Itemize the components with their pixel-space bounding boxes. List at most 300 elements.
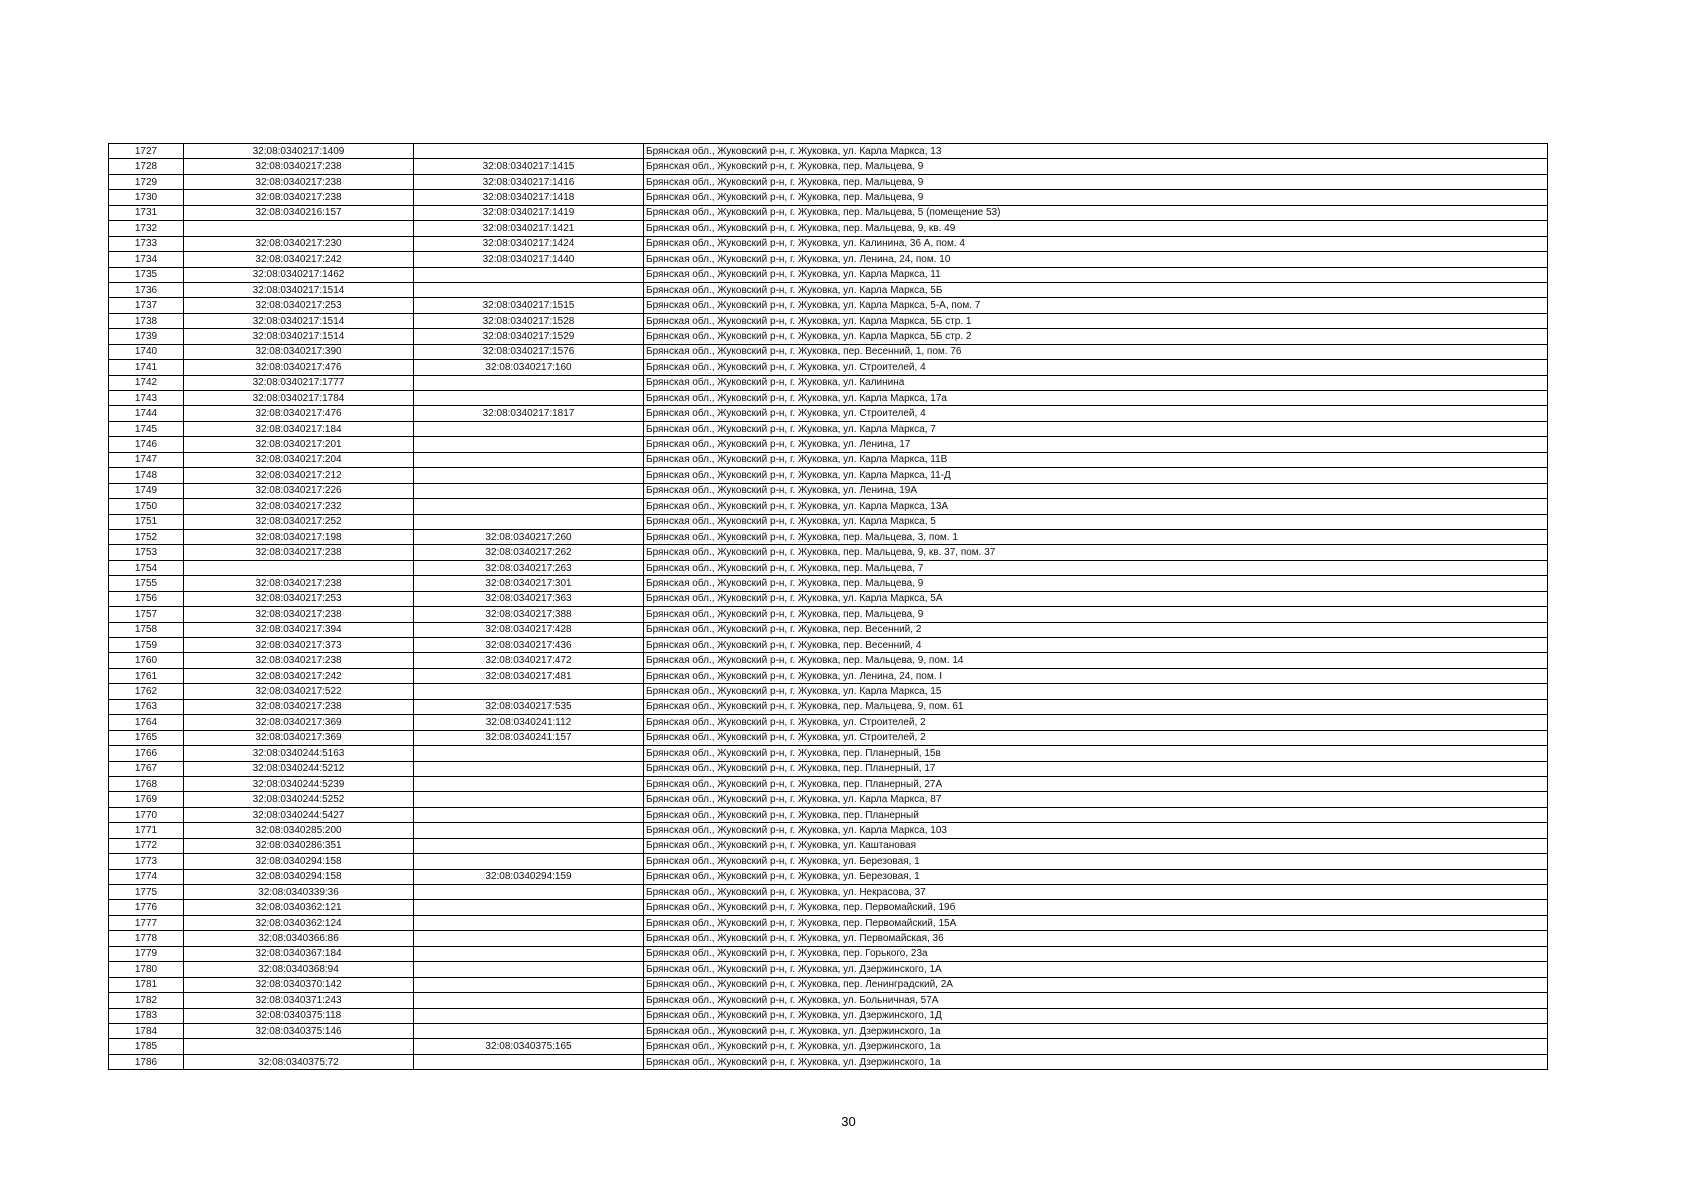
cadastral-number-cell: 32:08:0340217:1462	[184, 267, 414, 282]
cadastral-number-cell: 32:08:0340217:253	[184, 591, 414, 606]
related-cadastral-number-cell	[414, 776, 644, 791]
row-number-cell: 1750	[109, 499, 184, 514]
table-row	[109, 437, 1548, 452]
related-cadastral-number-cell: 32:08:0340217:260	[414, 529, 644, 544]
related-cadastral-number-cell: 32:08:0340217:1424	[414, 236, 644, 251]
table-row	[109, 313, 1548, 328]
table-row	[109, 529, 1548, 544]
address-cell: Брянская обл., Жуковский р-н, г. Жуковка, ул. Ленина, 17	[644, 437, 1548, 452]
cadastral-number-cell	[184, 221, 414, 236]
table-row	[109, 468, 1548, 483]
address-cell: Брянская обл., Жуковский р-н, г. Жуковка, ул. Ленина, 19А	[644, 483, 1548, 498]
cadastral-number-cell: 32:08:0340217:232	[184, 499, 414, 514]
cadastral-number-cell: 32:08:0340217:242	[184, 252, 414, 267]
table-row	[109, 360, 1548, 375]
row-number-cell: 1739	[109, 329, 184, 344]
table-row	[109, 869, 1548, 884]
related-cadastral-number-cell: 32:08:0340217:481	[414, 668, 644, 683]
related-cadastral-number-cell	[414, 854, 644, 869]
cadastral-number-cell: 32:08:0340217:238	[184, 576, 414, 591]
cadastral-number-cell: 32:08:0340375:118	[184, 1008, 414, 1023]
address-cell: Брянская обл., Жуковский р-н, г. Жуковка, ул. Строителей, 4	[644, 406, 1548, 421]
related-cadastral-number-cell	[414, 792, 644, 807]
address-cell: Брянская обл., Жуковский р-н, г. Жуковка, ул. Карла Маркса, 11-Д	[644, 468, 1548, 483]
cadastral-number-cell: 32:08:0340367:184	[184, 946, 414, 961]
cadastral-number-cell: 32:08:0340217:238	[184, 653, 414, 668]
address-cell: Брянская обл., Жуковский р-н, г. Жуковка, ул. Ленина, 24, пом. 10	[644, 252, 1548, 267]
related-cadastral-number-cell	[414, 761, 644, 776]
table-row	[109, 977, 1548, 992]
related-cadastral-number-cell: 32:08:0340375:165	[414, 1039, 644, 1054]
table-row	[109, 298, 1548, 313]
cadastral-number-cell: 32:08:0340370:142	[184, 977, 414, 992]
row-number-cell: 1770	[109, 807, 184, 822]
cadastral-number-cell: 32:08:0340217:226	[184, 483, 414, 498]
cadastral-number-cell: 32:08:0340285:200	[184, 823, 414, 838]
cadastral-number-cell: 32:08:0340217:204	[184, 452, 414, 467]
table-row	[109, 1039, 1548, 1054]
row-number-cell: 1771	[109, 823, 184, 838]
related-cadastral-number-cell	[414, 437, 644, 452]
cadastral-number-cell: 32:08:0340217:198	[184, 529, 414, 544]
cadastral-number-cell: 32:08:0340217:390	[184, 344, 414, 359]
address-cell: Брянская обл., Жуковский р-н, г. Жуковка, ул. Каштановая	[644, 838, 1548, 853]
cadastral-number-cell: 32:08:0340286:351	[184, 838, 414, 853]
address-cell: Брянская обл., Жуковский р-н, г. Жуковка, пер. Весенний, 2	[644, 622, 1548, 637]
address-cell: Брянская обл., Жуковский р-н, г. Жуковка, пер. Мальцева, 9, кв. 37, пом. 37	[644, 545, 1548, 560]
row-number-cell: 1743	[109, 391, 184, 406]
related-cadastral-number-cell: 32:08:0340217:1418	[414, 190, 644, 205]
table-row	[109, 221, 1548, 236]
address-cell: Брянская обл., Жуковский р-н, г. Жуковка, ул. Карла Маркса, 5	[644, 514, 1548, 529]
related-cadastral-number-cell	[414, 1008, 644, 1023]
table-row	[109, 391, 1548, 406]
row-number-cell: 1753	[109, 545, 184, 560]
address-cell: Брянская обл., Жуковский р-н, г. Жуковка, ул. Первомайская, 36	[644, 931, 1548, 946]
cadastral-number-cell: 32:08:0340244:5163	[184, 746, 414, 761]
row-number-cell: 1775	[109, 885, 184, 900]
cadastral-number-cell: 32:08:0340217:238	[184, 190, 414, 205]
related-cadastral-number-cell: 32:08:0340217:1421	[414, 221, 644, 236]
cadastral-number-cell: 32:08:0340217:238	[184, 174, 414, 189]
row-number-cell: 1746	[109, 437, 184, 452]
row-number-cell: 1751	[109, 514, 184, 529]
related-cadastral-number-cell	[414, 514, 644, 529]
table-row	[109, 282, 1548, 297]
table-row	[109, 761, 1548, 776]
table-row	[109, 807, 1548, 822]
related-cadastral-number-cell: 32:08:0340217:363	[414, 591, 644, 606]
address-cell: Брянская обл., Жуковский р-н, г. Жуковка, пер. Планерный	[644, 807, 1548, 822]
row-number-cell: 1785	[109, 1039, 184, 1054]
related-cadastral-number-cell	[414, 977, 644, 992]
cadastral-number-cell: 32:08:0340217:369	[184, 715, 414, 730]
row-number-cell: 1768	[109, 776, 184, 791]
address-cell: Брянская обл., Жуковский р-н, г. Жуковка, ул. Карла Маркса, 5Б стр. 2	[644, 329, 1548, 344]
address-cell: Брянская обл., Жуковский р-н, г. Жуковка, ул. Дзержинского, 1а	[644, 1054, 1548, 1069]
address-cell: Брянская обл., Жуковский р-н, г. Жуковка, пер. Мальцева, 3, пом. 1	[644, 529, 1548, 544]
cadastral-number-cell: 32:08:0340244:5252	[184, 792, 414, 807]
related-cadastral-number-cell	[414, 900, 644, 915]
table-row	[109, 545, 1548, 560]
table-row	[109, 684, 1548, 699]
address-cell: Брянская обл., Жуковский р-н, г. Жуковка, пер. Мальцева, 9	[644, 159, 1548, 174]
related-cadastral-number-cell	[414, 452, 644, 467]
address-cell: Брянская обл., Жуковский р-н, г. Жуковка, пер. Мальцева, 9, кв. 49	[644, 221, 1548, 236]
row-number-cell: 1774	[109, 869, 184, 884]
table-row	[109, 730, 1548, 745]
table-row	[109, 792, 1548, 807]
table-row	[109, 946, 1548, 961]
cadastral-number-cell: 32:08:0340368:94	[184, 962, 414, 977]
row-number-cell: 1734	[109, 252, 184, 267]
address-cell: Брянская обл., Жуковский р-н, г. Жуковка, ул. Некрасова, 37	[644, 885, 1548, 900]
cadastral-number-cell: 32:08:0340217:476	[184, 360, 414, 375]
related-cadastral-number-cell	[414, 746, 644, 761]
table-row	[109, 699, 1548, 714]
related-cadastral-number-cell: 32:08:0340217:1440	[414, 252, 644, 267]
address-cell: Брянская обл., Жуковский р-н, г. Жуковка, ул. Карла Маркса, 11В	[644, 452, 1548, 467]
row-number-cell: 1756	[109, 591, 184, 606]
cadastral-number-cell: 32:08:0340217:212	[184, 468, 414, 483]
address-cell: Брянская обл., Жуковский р-н, г. Жуковка, ул. Дзержинского, 1а	[644, 1023, 1548, 1038]
row-number-cell: 1769	[109, 792, 184, 807]
address-cell: Брянская обл., Жуковский р-н, г. Жуковка, ул. Дзержинского, 1А	[644, 962, 1548, 977]
related-cadastral-number-cell	[414, 421, 644, 436]
related-cadastral-number-cell	[414, 993, 644, 1008]
address-cell: Брянская обл., Жуковский р-н, г. Жуковка, ул. Карла Маркса, 5Б стр. 1	[644, 313, 1548, 328]
table-row	[109, 514, 1548, 529]
related-cadastral-number-cell	[414, 282, 644, 297]
row-number-cell: 1738	[109, 313, 184, 328]
page-number: 30	[841, 1114, 856, 1129]
address-cell: Брянская обл., Жуковский р-н, г. Жуковка, ул. Карла Маркса, 11	[644, 267, 1548, 282]
address-cell: Брянская обл., Жуковский р-н, г. Жуковка, ул. Карла Маркса, 87	[644, 792, 1548, 807]
cadastral-number-cell: 32:08:0340217:522	[184, 684, 414, 699]
address-cell: Брянская обл., Жуковский р-н, г. Жуковка, пер. Мальцева, 7	[644, 560, 1548, 575]
row-number-cell: 1745	[109, 421, 184, 436]
row-number-cell: 1777	[109, 915, 184, 930]
table-row	[109, 668, 1548, 683]
cadastral-number-cell: 32:08:0340294:158	[184, 854, 414, 869]
related-cadastral-number-cell	[414, 391, 644, 406]
related-cadastral-number-cell	[414, 267, 644, 282]
cadastral-number-cell: 32:08:0340216:157	[184, 205, 414, 220]
related-cadastral-number-cell	[414, 823, 644, 838]
address-cell: Брянская обл., Жуковский р-н, г. Жуковка, пер. Планерный, 27А	[644, 776, 1548, 791]
cadastral-number-cell: 32:08:0340217:1409	[184, 144, 414, 159]
address-cell: Брянская обл., Жуковский р-н, г. Жуковка, пер. Мальцева, 9, пом. 61	[644, 699, 1548, 714]
row-number-cell: 1759	[109, 638, 184, 653]
cadastral-number-cell: 32:08:0340244:5427	[184, 807, 414, 822]
related-cadastral-number-cell: 32:08:0340217:1529	[414, 329, 644, 344]
related-cadastral-number-cell: 32:08:0340241:157	[414, 730, 644, 745]
registry-table	[108, 143, 1548, 1070]
row-number-cell: 1760	[109, 653, 184, 668]
address-cell: Брянская обл., Жуковский р-н, г. Жуковка, пер. Первомайский, 15А	[644, 915, 1548, 930]
table-row	[109, 715, 1548, 730]
table-row	[109, 823, 1548, 838]
related-cadastral-number-cell: 32:08:0340217:1415	[414, 159, 644, 174]
related-cadastral-number-cell: 32:08:0340217:1416	[414, 174, 644, 189]
cadastral-number-cell: 32:08:0340217:369	[184, 730, 414, 745]
address-cell: Брянская обл., Жуковский р-н, г. Жуковка, ул. Карла Маркса, 7	[644, 421, 1548, 436]
table-row	[109, 931, 1548, 946]
cadastral-number-cell: 32:08:0340375:146	[184, 1023, 414, 1038]
row-number-cell: 1747	[109, 452, 184, 467]
table-row	[109, 560, 1548, 575]
row-number-cell: 1741	[109, 360, 184, 375]
row-number-cell: 1773	[109, 854, 184, 869]
address-cell: Брянская обл., Жуковский р-н, г. Жуковка, пер. Мальцева, 9	[644, 190, 1548, 205]
row-number-cell: 1786	[109, 1054, 184, 1069]
row-number-cell: 1740	[109, 344, 184, 359]
cadastral-number-cell: 32:08:0340217:238	[184, 699, 414, 714]
cadastral-number-cell: 32:08:0340217:1514	[184, 313, 414, 328]
cadastral-number-cell: 32:08:0340217:394	[184, 622, 414, 637]
cadastral-number-cell: 32:08:0340217:242	[184, 668, 414, 683]
row-number-cell: 1728	[109, 159, 184, 174]
table-row	[109, 576, 1548, 591]
row-number-cell: 1767	[109, 761, 184, 776]
address-cell: Брянская обл., Жуковский р-н, г. Жуковка, ул. Строителей, 4	[644, 360, 1548, 375]
cadastral-number-cell: 32:08:0340217:373	[184, 638, 414, 653]
address-cell: Брянская обл., Жуковский р-н, г. Жуковка, пер. Мальцева, 5 (помещение 53)	[644, 205, 1548, 220]
table-row	[109, 190, 1548, 205]
cadastral-number-cell: 32:08:0340217:1784	[184, 391, 414, 406]
row-number-cell: 1730	[109, 190, 184, 205]
row-number-cell: 1781	[109, 977, 184, 992]
row-number-cell: 1783	[109, 1008, 184, 1023]
cadastral-number-cell: 32:08:0340217:184	[184, 421, 414, 436]
row-number-cell: 1763	[109, 699, 184, 714]
related-cadastral-number-cell	[414, 375, 644, 390]
row-number-cell: 1755	[109, 576, 184, 591]
address-cell: Брянская обл., Жуковский р-н, г. Жуковка, ул. Карла Маркса, 5Б	[644, 282, 1548, 297]
address-cell: Брянская обл., Жуковский р-н, г. Жуковка, ул. Карла Маркса, 17а	[644, 391, 1548, 406]
address-cell: Брянская обл., Жуковский р-н, г. Жуковка, ул. Калинина	[644, 375, 1548, 390]
table-row	[109, 483, 1548, 498]
related-cadastral-number-cell	[414, 483, 644, 498]
address-cell: Брянская обл., Жуковский р-н, г. Жуковка, ул. Карла Маркса, 5-А, пом. 7	[644, 298, 1548, 313]
row-number-cell: 1766	[109, 746, 184, 761]
table-row	[109, 344, 1548, 359]
row-number-cell: 1733	[109, 236, 184, 251]
address-cell: Брянская обл., Жуковский р-н, г. Жуковка, пер. Первомайский, 19б	[644, 900, 1548, 915]
cadastral-number-cell: 32:08:0340217:238	[184, 545, 414, 560]
address-cell: Брянская обл., Жуковский р-н, г. Жуковка, ул. Карла Маркса, 13А	[644, 499, 1548, 514]
related-cadastral-number-cell: 32:08:0340217:262	[414, 545, 644, 560]
row-number-cell: 1727	[109, 144, 184, 159]
related-cadastral-number-cell	[414, 684, 644, 699]
table-row	[109, 607, 1548, 622]
address-cell: Брянская обл., Жуковский р-н, г. Жуковка, ул. Дзержинского, 1Д	[644, 1008, 1548, 1023]
address-cell: Брянская обл., Жуковский р-н, г. Жуковка, ул. Березовая, 1	[644, 854, 1548, 869]
cadastral-number-cell: 32:08:0340217:1514	[184, 329, 414, 344]
related-cadastral-number-cell: 32:08:0340217:428	[414, 622, 644, 637]
cadastral-number-cell: 32:08:0340217:201	[184, 437, 414, 452]
row-number-cell: 1761	[109, 668, 184, 683]
address-cell: Брянская обл., Жуковский р-н, г. Жуковка, пер. Мальцева, 9, пом. 14	[644, 653, 1548, 668]
related-cadastral-number-cell: 32:08:0340241:112	[414, 715, 644, 730]
registry-table-body	[109, 144, 1548, 1070]
table-row	[109, 174, 1548, 189]
cadastral-number-cell: 32:08:0340362:121	[184, 900, 414, 915]
related-cadastral-number-cell	[414, 144, 644, 159]
table-row	[109, 1008, 1548, 1023]
related-cadastral-number-cell: 32:08:0340217:301	[414, 576, 644, 591]
related-cadastral-number-cell: 32:08:0340217:263	[414, 560, 644, 575]
address-cell: Брянская обл., Жуковский р-н, г. Жуковка, ул. Дзержинского, 1а	[644, 1039, 1548, 1054]
related-cadastral-number-cell: 32:08:0340217:1576	[414, 344, 644, 359]
related-cadastral-number-cell	[414, 962, 644, 977]
cadastral-number-cell: 32:08:0340294:158	[184, 869, 414, 884]
related-cadastral-number-cell: 32:08:0340217:535	[414, 699, 644, 714]
table-row	[109, 499, 1548, 514]
table-row	[109, 452, 1548, 467]
row-number-cell: 1732	[109, 221, 184, 236]
address-cell: Брянская обл., Жуковский р-н, г. Жуковка, ул. Карла Маркса, 5А	[644, 591, 1548, 606]
row-number-cell: 1765	[109, 730, 184, 745]
row-number-cell: 1762	[109, 684, 184, 699]
table-row	[109, 746, 1548, 761]
table-row	[109, 205, 1548, 220]
cadastral-number-cell: 32:08:0340217:253	[184, 298, 414, 313]
row-number-cell: 1748	[109, 468, 184, 483]
address-cell: Брянская обл., Жуковский р-н, г. Жуковка, пер. Ленинградский, 2А	[644, 977, 1548, 992]
cadastral-number-cell	[184, 560, 414, 575]
row-number-cell: 1744	[109, 406, 184, 421]
address-cell: Брянская обл., Жуковский р-н, г. Жуковка, пер. Мальцева, 9	[644, 576, 1548, 591]
table-row	[109, 421, 1548, 436]
table-row	[109, 885, 1548, 900]
address-cell: Брянская обл., Жуковский р-н, г. Жуковка, пер. Горького, 23а	[644, 946, 1548, 961]
table-row	[109, 993, 1548, 1008]
related-cadastral-number-cell	[414, 499, 644, 514]
cadastral-number-cell: 32:08:0340371:243	[184, 993, 414, 1008]
row-number-cell: 1780	[109, 962, 184, 977]
row-number-cell: 1776	[109, 900, 184, 915]
row-number-cell: 1752	[109, 529, 184, 544]
related-cadastral-number-cell: 32:08:0340217:436	[414, 638, 644, 653]
related-cadastral-number-cell: 32:08:0340217:388	[414, 607, 644, 622]
table-row	[109, 236, 1548, 251]
cadastral-number-cell: 32:08:0340217:230	[184, 236, 414, 251]
address-cell: Брянская обл., Жуковский р-н, г. Жуковка, ул. Карла Маркса, 15	[644, 684, 1548, 699]
cadastral-number-cell: 32:08:0340375:72	[184, 1054, 414, 1069]
row-number-cell: 1742	[109, 375, 184, 390]
address-cell: Брянская обл., Жуковский р-н, г. Жуковка, ул. Карла Маркса, 13	[644, 144, 1548, 159]
address-cell: Брянская обл., Жуковский р-н, г. Жуковка, ул. Строителей, 2	[644, 730, 1548, 745]
address-cell: Брянская обл., Жуковский р-н, г. Жуковка, пер. Весенний, 1, пом. 76	[644, 344, 1548, 359]
row-number-cell: 1764	[109, 715, 184, 730]
related-cadastral-number-cell: 32:08:0340217:1515	[414, 298, 644, 313]
table-row	[109, 622, 1548, 637]
table-row	[109, 854, 1548, 869]
row-number-cell: 1736	[109, 282, 184, 297]
address-cell: Брянская обл., Жуковский р-н, г. Жуковка, ул. Больничная, 57А	[644, 993, 1548, 1008]
related-cadastral-number-cell	[414, 1023, 644, 1038]
address-cell: Брянская обл., Жуковский р-н, г. Жуковка, ул. Ленина, 24, пом. I	[644, 668, 1548, 683]
row-number-cell: 1758	[109, 622, 184, 637]
cadastral-number-cell: 32:08:0340217:252	[184, 514, 414, 529]
cadastral-number-cell: 32:08:0340366:86	[184, 931, 414, 946]
address-cell: Брянская обл., Жуковский р-н, г. Жуковка, пер. Мальцева, 9	[644, 607, 1548, 622]
row-number-cell: 1737	[109, 298, 184, 313]
table-row	[109, 144, 1548, 159]
related-cadastral-number-cell: 32:08:0340217:1817	[414, 406, 644, 421]
table-row	[109, 915, 1548, 930]
table-row	[109, 776, 1548, 791]
row-number-cell: 1779	[109, 946, 184, 961]
related-cadastral-number-cell	[414, 807, 644, 822]
cadastral-number-cell: 32:08:0340244:5239	[184, 776, 414, 791]
row-number-cell: 1735	[109, 267, 184, 282]
cadastral-number-cell: 32:08:0340217:238	[184, 159, 414, 174]
address-cell: Брянская обл., Жуковский р-н, г. Жуковка, пер. Планерный, 15в	[644, 746, 1548, 761]
row-number-cell: 1782	[109, 993, 184, 1008]
related-cadastral-number-cell: 32:08:0340217:472	[414, 653, 644, 668]
table-row	[109, 252, 1548, 267]
row-number-cell: 1784	[109, 1023, 184, 1038]
row-number-cell: 1749	[109, 483, 184, 498]
related-cadastral-number-cell: 32:08:0340217:160	[414, 360, 644, 375]
cadastral-number-cell	[184, 1039, 414, 1054]
related-cadastral-number-cell	[414, 915, 644, 930]
table-row	[109, 267, 1548, 282]
row-number-cell: 1731	[109, 205, 184, 220]
table-row	[109, 159, 1548, 174]
related-cadastral-number-cell	[414, 838, 644, 853]
related-cadastral-number-cell: 32:08:0340217:1528	[414, 313, 644, 328]
table-row	[109, 406, 1548, 421]
table-row	[109, 900, 1548, 915]
table-row	[109, 1023, 1548, 1038]
table-row	[109, 838, 1548, 853]
address-cell: Брянская обл., Жуковский р-н, г. Жуковка, ул. Строителей, 2	[644, 715, 1548, 730]
cadastral-number-cell: 32:08:0340217:1514	[184, 282, 414, 297]
table-row	[109, 653, 1548, 668]
table-row	[109, 1054, 1548, 1069]
row-number-cell: 1778	[109, 931, 184, 946]
related-cadastral-number-cell	[414, 946, 644, 961]
table-row	[109, 329, 1548, 344]
address-cell: Брянская обл., Жуковский р-н, г. Жуковка, ул. Березовая, 1	[644, 869, 1548, 884]
cadastral-number-cell: 32:08:0340244:5212	[184, 761, 414, 776]
table-row	[109, 591, 1548, 606]
related-cadastral-number-cell	[414, 931, 644, 946]
row-number-cell: 1729	[109, 174, 184, 189]
address-cell: Брянская обл., Жуковский р-н, г. Жуковка, пер. Планерный, 17	[644, 761, 1548, 776]
address-cell: Брянская обл., Жуковский р-н, г. Жуковка, ул. Калинина, 36 А, пом. 4	[644, 236, 1548, 251]
related-cadastral-number-cell	[414, 885, 644, 900]
address-cell: Брянская обл., Жуковский р-н, г. Жуковка, пер. Мальцева, 9	[644, 174, 1548, 189]
cadastral-number-cell: 32:08:0340217:476	[184, 406, 414, 421]
related-cadastral-number-cell	[414, 468, 644, 483]
row-number-cell: 1757	[109, 607, 184, 622]
cadastral-number-cell: 32:08:0340217:1777	[184, 375, 414, 390]
address-cell: Брянская обл., Жуковский р-н, г. Жуковка, ул. Карла Маркса, 103	[644, 823, 1548, 838]
cadastral-number-cell: 32:08:0340217:238	[184, 607, 414, 622]
related-cadastral-number-cell: 32:08:0340294:159	[414, 869, 644, 884]
table-row	[109, 375, 1548, 390]
table-row	[109, 962, 1548, 977]
cadastral-number-cell: 32:08:0340362:124	[184, 915, 414, 930]
cadastral-number-cell: 32:08:0340339:36	[184, 885, 414, 900]
address-cell: Брянская обл., Жуковский р-н, г. Жуковка, пер. Весенний, 4	[644, 638, 1548, 653]
related-cadastral-number-cell	[414, 1054, 644, 1069]
table-row	[109, 638, 1548, 653]
